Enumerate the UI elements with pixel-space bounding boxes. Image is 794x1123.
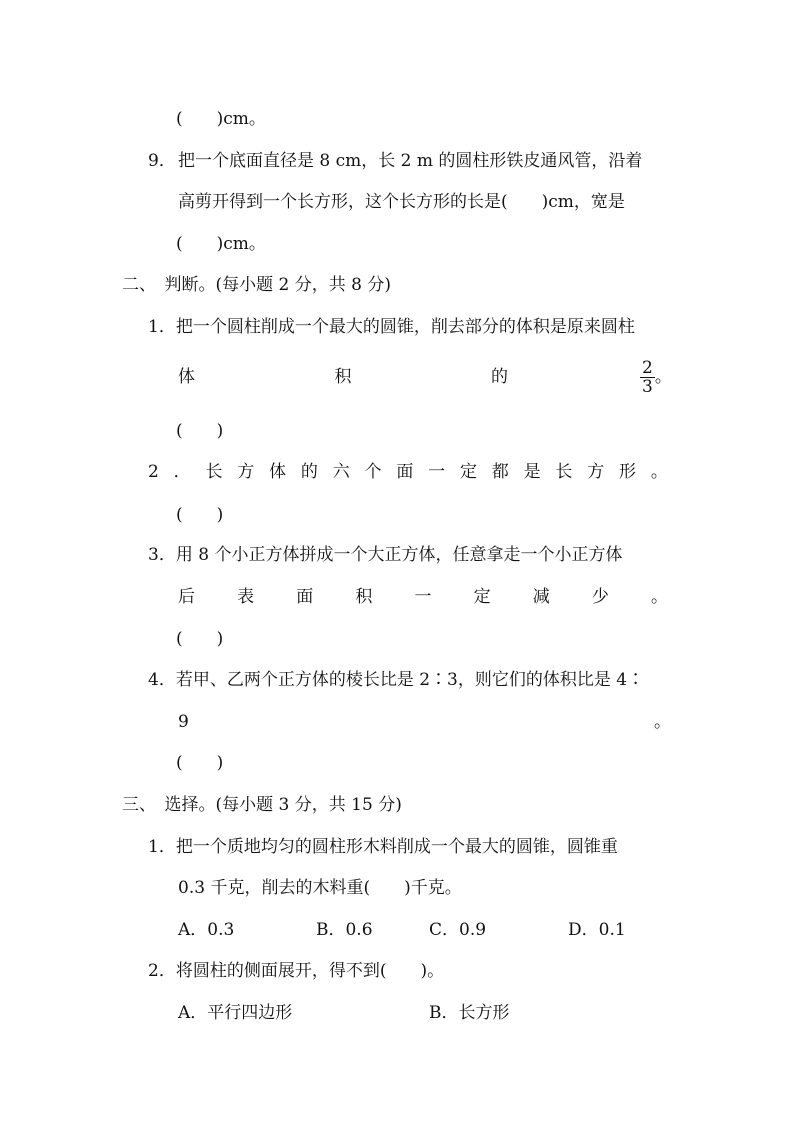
judge-2-char: 都 <box>491 462 509 482</box>
fraction-two-thirds <box>640 359 655 396</box>
judge-1-char: 积 <box>334 367 352 387</box>
judge-1-answer-paren[interactable]: ( ) <box>176 421 224 441</box>
judge-2-char: 六 <box>332 462 350 482</box>
fraction-numerator: 2 <box>642 358 653 378</box>
judge-2-char: ． <box>173 462 191 482</box>
judge-2-line <box>148 461 668 483</box>
choice-2-option-b[interactable]: B．长方形 <box>429 1003 510 1023</box>
question-9-line-2: 高剪开得到一个长方形，这个长方形的长是( )cm，宽是 <box>178 192 625 212</box>
judge-1-line-2 <box>178 366 508 388</box>
judge-1-end-mark: 。 <box>654 367 672 387</box>
judge-3-char: 面 <box>296 587 314 607</box>
choice-1-option-a[interactable]: A．0.3 <box>178 920 235 940</box>
judge-2-char: 2 <box>148 462 159 482</box>
judge-3-line-1: 3．用 8 个小正方体拼成一个大正方体，任意拿走一个小正方体 <box>148 545 623 565</box>
judge-2-char: 定 <box>459 462 477 482</box>
judge-2-char: 形 <box>619 462 637 482</box>
judge-2-char: 方 <box>587 462 605 482</box>
choice-2-option-a[interactable]: A．平行四边形 <box>178 1003 293 1023</box>
judge-2-char: 的 <box>300 462 318 482</box>
question-9-line-3: ( )cm。 <box>176 234 266 254</box>
judge-1-line-1: 1．把一个圆柱削成一个最大的圆锥，削去部分的体积是原来圆柱 <box>148 317 635 337</box>
judge-4-answer-paren[interactable]: ( ) <box>176 753 224 773</box>
judge-2-char: 。 <box>650 462 668 482</box>
judge-4-line-1: 4．若甲、乙两个正方体的棱长比是 2∶3，则它们的体积比是 4∶ <box>148 670 645 690</box>
choice-1-line-2: 0.3 千克，削去的木料重( )千克。 <box>178 878 462 898</box>
judge-2-char: 面 <box>396 462 414 482</box>
judge-3-char: 一 <box>414 587 432 607</box>
choice-1-option-b[interactable]: B．0.6 <box>316 920 373 940</box>
judge-1-char: 的 <box>491 367 508 387</box>
judge-3-answer-paren[interactable]: ( ) <box>176 629 224 649</box>
judge-2-char: 个 <box>364 462 382 482</box>
judge-3-char: 后 <box>178 587 195 607</box>
judge-2-char: 长 <box>555 462 573 482</box>
judge-2-char: 一 <box>428 462 446 482</box>
question-9-number: 9． <box>148 151 176 171</box>
choice-1-line-1: 1．把一个质地均匀的圆柱形木料削成一个最大的圆锥，圆锥重 <box>148 837 618 857</box>
judge-2-char: 长 <box>205 462 223 482</box>
question-9-line-1: 把一个底面直径是 8 cm，长 2 m 的圆柱形铁皮通风管，沿着 <box>178 151 643 171</box>
section-2-title: 二、 判断。(每小题 2 分，共 8 分) <box>122 275 392 295</box>
judge-3-char: 表 <box>237 587 255 607</box>
judge-2-answer-paren[interactable]: ( ) <box>176 505 224 525</box>
judge-3-char: 。 <box>651 587 668 607</box>
section-3-title: 三、 选择。(每小题 3 分，共 15 分) <box>122 795 402 815</box>
judge-3-char: 定 <box>473 587 491 607</box>
fraction-denominator: 3 <box>642 377 653 397</box>
judge-2-char: 是 <box>523 462 541 482</box>
judge-1-char: 体 <box>178 367 195 387</box>
judge-3-char: 减 <box>532 587 550 607</box>
judge-4-line-2-value: 9 <box>178 712 189 732</box>
judge-3-char: 积 <box>355 587 373 607</box>
choice-2-line-1: 2．将圆柱的侧面展开，得不到( )。 <box>148 961 445 981</box>
judge-1-fraction-wrap <box>640 354 672 400</box>
judge-2-char: 方 <box>237 462 255 482</box>
judge-3-char: 少 <box>591 587 609 607</box>
judge-2-char: 体 <box>269 462 287 482</box>
choice-1-option-d[interactable]: D．0.1 <box>568 920 626 940</box>
answer-blank-line: ( )cm。 <box>176 109 266 129</box>
choice-1-option-c[interactable]: C．0.9 <box>429 920 487 940</box>
judge-4-line-2-end: 。 <box>654 712 671 732</box>
judge-3-line-2 <box>178 586 668 608</box>
